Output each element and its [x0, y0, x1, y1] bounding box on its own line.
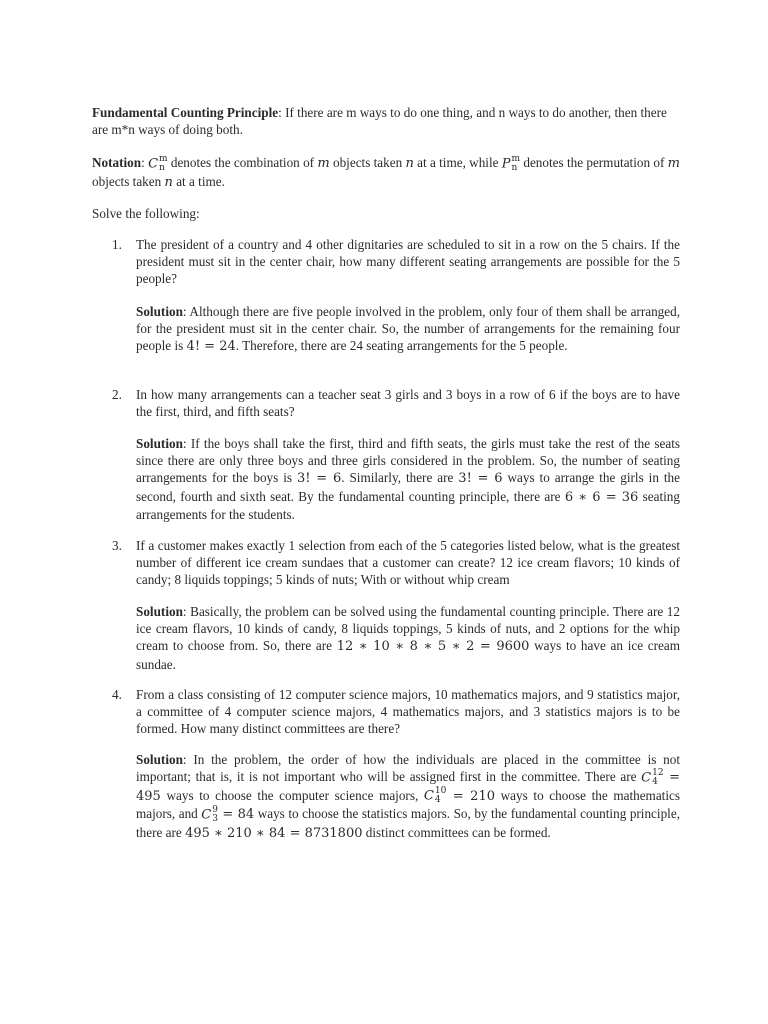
problem-question: If a customer makes exactly 1 selection from each of the 5 categories listed below, what is the greatest number of different ice cream sundaes that a customer can create? 12 ice cream flavors; 10 kinds of candy; 8 liquids toppings; 5 kinds of nuts; With or without whip cream — [136, 538, 680, 588]
combination-math: C 10 4 — [423, 786, 447, 806]
problem-question: In how many arrangements can a teacher seat 3 girls and 3 boys in a row of 6 if the boys are to have the first, third, and fifth seats? — [136, 387, 680, 420]
notation-label: Notation — [92, 155, 142, 170]
problem-number: 3. — [112, 538, 122, 553]
problem-solution: Solution: Although there are five people involved in the problem, only four of them shall be arranged, for the president must sit in the center chair. So, the number of arrangements for the remaining four people is 4! = 24. Therefore, there are 24 seating arrangements for the 5 people. — [136, 304, 680, 355]
problem-number: 4. — [112, 687, 122, 702]
combination-cs: C 12 4 — [641, 767, 664, 787]
permutation-symbol: P m n — [501, 153, 521, 173]
fcp-label: Fundamental Counting Principle — [92, 105, 279, 120]
notation-paragraph: Notation: C m n denotes the combination of m objects taken n at a time, while P m n denotes the permutation of m objects taken n at a time. — [92, 153, 680, 190]
problem-question: From a class consisting of 12 computer science majors, 10 mathematics majors, and 9 statistics major, a committee of 4 computer science majors, 4 mathematics majors, and 3 statistics majors is to be formed. How many distinct committees are there? — [136, 687, 680, 737]
problem-number: 2. — [112, 387, 122, 402]
problem-question: The president of a country and 4 other dignitaries are scheduled to sit in a row on the 5 chairs. If the president must sit in the center chair, how many different seating arrangements are possible for the 5 people? — [136, 237, 680, 287]
combination-stats: C 9 3 — [201, 804, 218, 824]
fcp-text: : If there are m ways to do one thing, and n ways to do another, then there are m*n ways of doing both. — [92, 105, 667, 138]
problem-solution: Solution: Basically, the problem can be solved using the fundamental counting principle. There are 12 ice cream flavors, 10 kinds of candy, 8 liquids toppings, 5 kinds of nuts, and 2 options for the whip cream to choose from. So, there are 12 ∗ 10 ∗ 8 ∗ 5 ∗ 2 = 9600 ways to have an ice cream sundae. — [136, 604, 680, 672]
problem-number: 1. — [112, 237, 122, 252]
combination-symbol: C m n — [148, 153, 168, 173]
problem-solution: Solution: If the boys shall take the first, third and fifth seats, the girls must take the rest of the seats since there are only three boys and three girls considered in the problem. So, the number of seating arrangements for the boys is 3! = 6. Similarly, there are 3! = 6 ways to arrange the girls in the second, fourth and sixth seat. By the fundamental counting principle, there are 6 ∗ 6 = 36 seating arrangements for the students. — [136, 436, 680, 522]
solve-instruction: Solve the following: — [92, 206, 200, 221]
problem-solution: Solution: In the problem, the order of how the individuals are placed in the committee is not important; that is, it is not important who will be assigned first in the committee. There are C 12 4 = 495 ways to choose the computer science majors, C 10 4 = 210 ways to choose the mathematics majors, and C 9 3 = 84 ways to choose the statistics majors. So, by the fundamental counting principle, there are 495 ∗ 210 ∗ 84 = 8731800 distinct committees can be formed. — [136, 752, 681, 841]
fcp-paragraph — [92, 104, 680, 138]
